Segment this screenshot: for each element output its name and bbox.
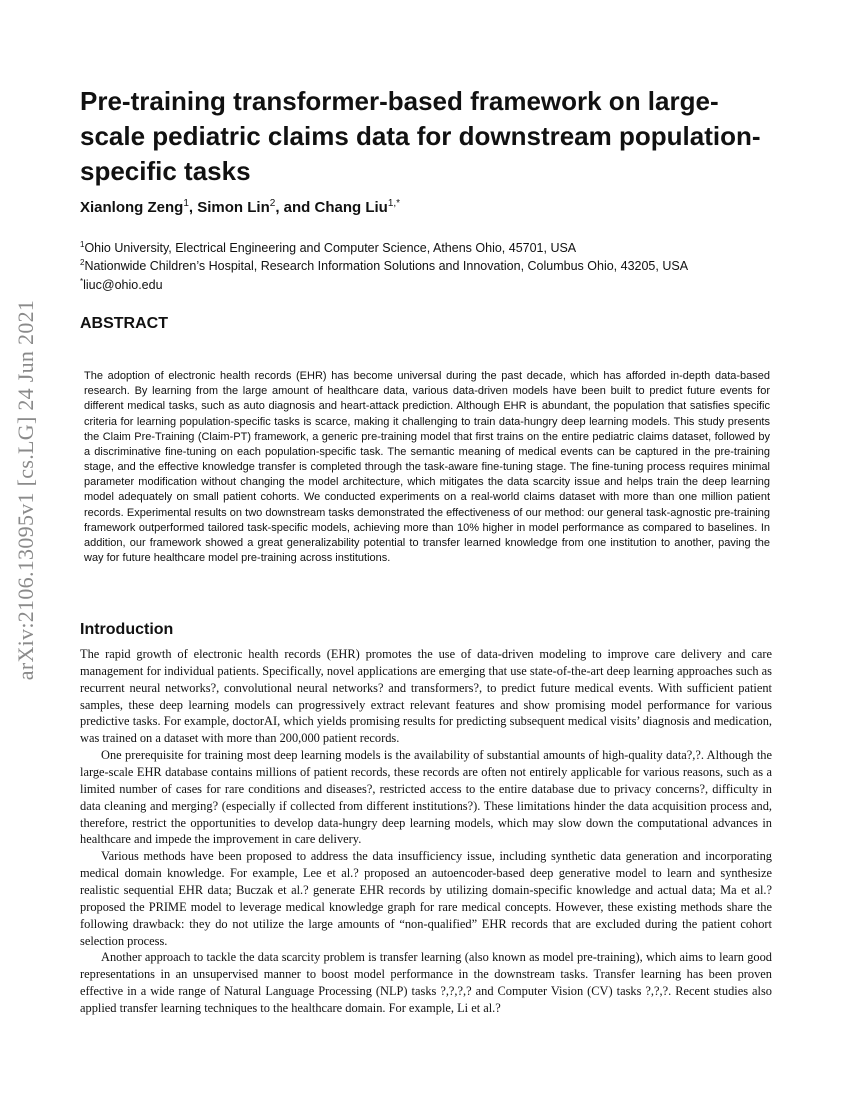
affiliation-mark: * xyxy=(80,276,84,286)
author-list xyxy=(80,198,780,216)
author-separator: , and xyxy=(275,199,315,216)
affiliation-mark: 1 xyxy=(80,240,85,249)
paper-title: Pre-training transformer-based framework on large-scale pediatric claims data for downstream population-specific tasks xyxy=(80,86,761,186)
abstract-heading: ABSTRACT xyxy=(80,315,168,332)
abstract-text: The adoption of electronic health records (EHR) has become universal during the past decade, which has afforded in-depth data-based research. By learning from the large amount of healthcare data, various data-driven models have been built to predict future events for different medical tasks, such as auto diagnosis and heart-attack prediction. Although EHR is abundant, the population that satisfies specific criteria for learning population-specific tasks is scarce, making it challenging to train data-hungry deep learning models. This study presents the Claim Pre-Training (Claim-PT) framework, a generic pre-training model that first trains on the entire pediatric claims dataset, followed by a discriminative fine-tuning on each population-specific task. The semantic meaning of medical events can be captured in the pre-training stage, and the effective knowledge transfer is completed through the task-aware fine-tuning stage. The fine-tuning process requires minimal parameter modification without changing the model architecture, which mitigates the data scarcity issue and helps train the deep learning model adequately on small patient cohorts. We conducted experiments on a real-world claims dataset with more than one million patient records. Experimental results on two downstream tasks demonstrated the effectiveness of our method: our general task-agnostic pre-training framework outperformed tailored task-specific models, achieving more than 10% higher in model performance as compared to baselines. In addition, our framework showed a great generalizability potential to transfer learned knowledge from one institution to another, paving the way for future healthcare model pre-training across institutions. xyxy=(84,370,770,565)
arxiv-identifier: arXiv:2106.13095v1 [cs.LG] 24 Jun 2021 xyxy=(13,299,39,681)
affiliation-line xyxy=(80,257,780,275)
author-affiliation-mark: 1,* xyxy=(387,198,401,209)
author-name: Simon Lin xyxy=(197,199,270,216)
author-name: Chang Liu xyxy=(314,199,388,216)
affiliation-line xyxy=(80,276,780,294)
affiliation-line xyxy=(80,239,780,257)
intro-paragraph: One prerequisite for training most deep learning models is the availability of substantial amounts of high-quality data?,?. Although the large-scale EHR database contains millions of patient records, these records are often not entirely applicable for various reasons, such as a limited number of cases for rare conditions and diseases?, restricted access to the entire database due to privacy concerns?, difficulty in data cleaning and merging? (especially if collected from different institutions?). These limitations hinder the data acquisition process and, therefore, restrict the opportunities to develop data-hungry deep learning models, which may slow down the computational advances in healthcare and impede the improvement in care delivery. xyxy=(80,748,772,847)
affiliation-text: Ohio University, Electrical Engineering and Computer Science, Athens Ohio, 45701, USA xyxy=(84,241,577,256)
affiliation-mark: 2 xyxy=(80,258,85,268)
intro-paragraph: Another approach to tackle the data scarcity problem is transfer learning (also known as model pre-training), which aims to learn good representations in an unsupervised manner to boost model performance in the downstream tasks. Transfer learning has been proven effective in a wide range of Natural Language Processing (NLP) tasks ?,?,?,? and Computer Vision (CV) tasks ?,?,?. Recent studies also applied transfer learning techniques to the healthcare domain. For example, Li et al.? xyxy=(80,950,772,1016)
affiliation-list xyxy=(80,239,780,294)
intro-paragraph: Various methods have been proposed to address the data insufficiency issue, including synthetic data generation and incorporating medical domain knowledge. For example, Lee et al.? proposed an autoencoder-based deep generative model to learn and synthesize realistic sequential EHR data; Buczak et al.? generate EHR records by utilizing domain-specific knowledge and actual data; Ma et al.? proposed the PRIME model to leverage medical knowledge graph for rare medical concepts. However, these existing methods share the following drawback: they do not utilize the large amounts of “non-qualified” EHR records that are excluded during the patient cohort selection process. xyxy=(80,849,772,948)
author-affiliation-mark: 1 xyxy=(183,198,189,209)
arxiv-stamp xyxy=(6,300,46,680)
affiliation-text: Nationwide Children’s Hospital, Research Information Solutions and Innovation, Columbus Ohio, 43205, USA xyxy=(84,259,689,274)
introduction-body xyxy=(80,646,772,1017)
author-affiliation-mark: 2 xyxy=(269,198,276,209)
contact-email: liuc@ohio.edu xyxy=(83,277,163,292)
author-name: Xianlong Zeng xyxy=(80,199,184,216)
intro-paragraph: The rapid growth of electronic health records (EHR) promotes the use of data-driven modeling to improve care delivery and care management for individual patients. Specifically, novel applications are emerging that use state-of-the-art deep learning approaches such as recurrent neural networks?, convolutional neural networks? and transformers?, to predict future medical events. With sufficient patient samples, these deep learning models can progressively extract relevant features and show promising model performance for various predictive tasks. For example, doctorAI, which yields promising results for predicting subsequent medical visits’ diagnosis and medication, was trained on a dataset with more than 200,000 patient records. xyxy=(80,647,772,746)
author-separator: , xyxy=(188,199,198,216)
introduction-heading: Introduction xyxy=(80,621,174,638)
